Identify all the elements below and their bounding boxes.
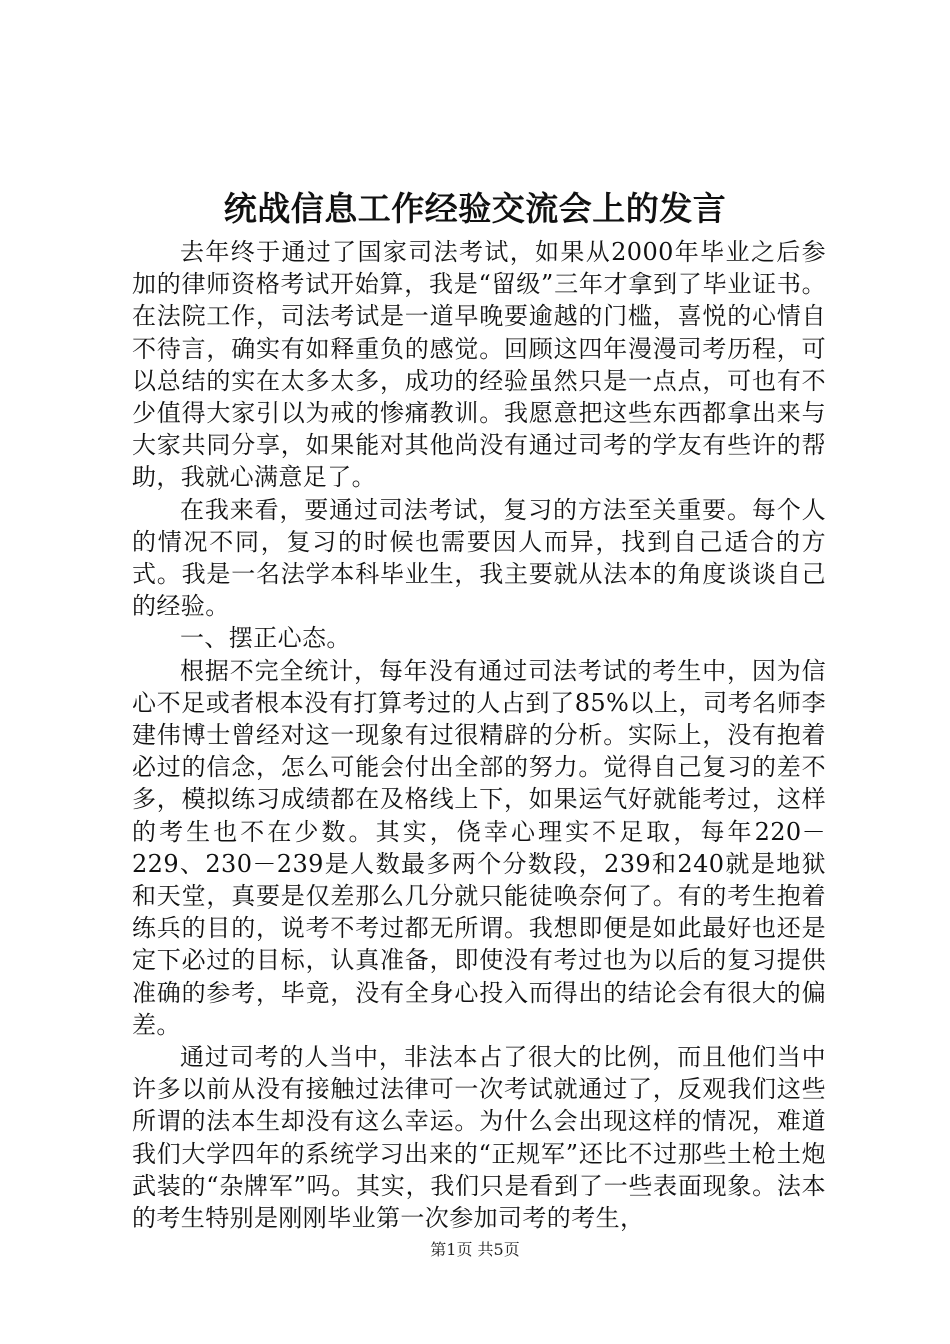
paragraph: 去年终于通过了国家司法考试，如果从2000年毕业之后参加的律师资格考试开始算，我是“留级”三年才拿到了毕业证书。在法院工作，司法考试是一道早晚要逾越的门槛，喜悦的心情自不待言，确实有如释重负的感觉。回顾这四年漫漫司考历程，可以总结的实在太多太多，成功的经验虽然只是一点点，可也有不少值得大家引以为戒的惨痛教训。我愿意把这些东西都拿出来与大家共同分享，如果能对其他尚没有通过司考的学友有些许的帮助，我就心满意足了。: [132, 238, 826, 492]
page-number-footer: 第1页 共5页: [430, 1240, 520, 1259]
paragraph: 通过司考的人当中，非法本占了很大的比例，而且他们当中许多以前从没有接触过法律可一次考试就通过了，反观我们这些所谓的法本生却没有这么幸运。为什么会出现这样的情况，难道我们大学四年的系统学习出来的“正规军”还比不过那些土枪土炮武装的“杂牌军”吗。其实，我们只是看到了一些表面现象。法本的考生特别是刚刚毕业第一次参加司考的考生，: [132, 1043, 826, 1233]
paragraph: 在我来看，要通过司法考试，复习的方法至关重要。每个人的情况不同，复习的时候也需要因人而异，找到自己适合的方式。我是一名法学本科毕业生，我主要就从法本的角度谈谈自己的经验。: [132, 495, 826, 621]
section-heading: 一、摆正心态。: [180, 624, 351, 653]
paragraph: 根据不完全统计，每年没有通过司法考试的考生中，因为信心不足或者根本没有打算考过的人占到了85%以上，司考名师李建伟博士曾经对这一现象有过很精辟的分析。实际上，没有抱着必过的信念，怎么可能会付出全部的努力。觉得自己复习的差不多，模拟练习成绩都在及格线上下，如果运气好就能考过，这样的考生也不在少数。其实，侥幸心理实不足取，每年220－229、230－239是人数最多两个分数段，239和240就是地狱和天堂，真要是仅差那么几分就只能徒唤奈何了。有的考生抱着练兵的目的，说考不考过都无所谓。我想即便是如此最好也还是定下必过的目标，认真准备，即使没有考过也为以后的复习提供准确的参考，毕竟，没有全身心投入而得出的结论会有很大的偏差。: [132, 656, 826, 1039]
document-body: [132, 236, 826, 1234]
document-title: 统战信息工作经验交流会上的发言: [223, 189, 727, 228]
